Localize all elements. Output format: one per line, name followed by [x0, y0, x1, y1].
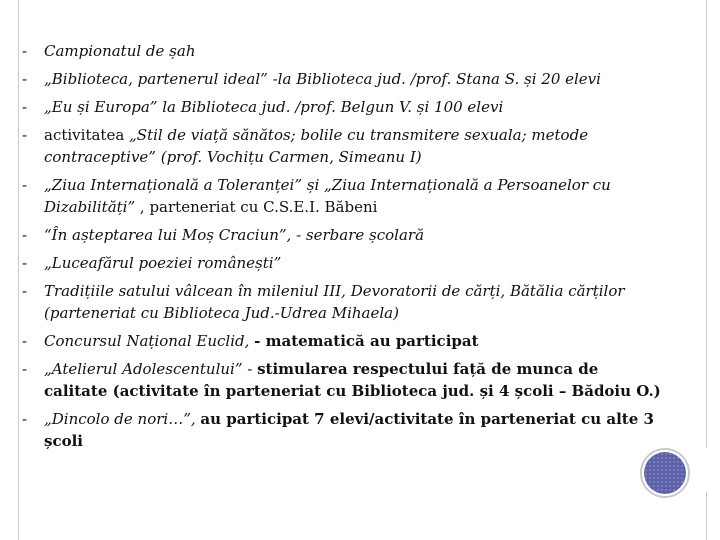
activity-list — [22, 40, 662, 458]
list-item-text — [44, 174, 662, 218]
text-segment: „Stil de viață sănătos; bolile cu transmitere sexuala; metode contraceptive” (prof. Vochițu Carmen, Simeanu I) — [44, 126, 589, 166]
bullet-dash: - — [22, 126, 28, 144]
text-segment: Tradițiile satului vâlcean în mileniul III, Devoratorii de cărți, Bătălia cărților (parteneriat cu Biblioteca Jud.-Udrea Mihaela) — [44, 282, 625, 322]
bullet-dash: - — [22, 332, 28, 350]
text-segment: stimularea respectului față de munca de calitate (activitate în parteneriat cu Biblioteca jud. și 4 școli – Bădoiu O.) — [44, 360, 661, 400]
bullet-dash: - — [22, 254, 28, 272]
bullet-dash: - — [22, 410, 28, 428]
text-segment: - matematică au participat — [254, 332, 479, 350]
bullet-dash: - — [22, 70, 28, 88]
list-item — [22, 224, 662, 246]
text-segment: „Atelierul Adolescentului” - — [44, 360, 258, 378]
list-item-text — [44, 358, 662, 402]
list-item — [22, 174, 662, 218]
list-item — [22, 124, 662, 168]
list-item — [22, 408, 662, 452]
list-item-text — [44, 224, 662, 246]
list-item — [22, 358, 662, 402]
list-item-text — [44, 96, 662, 118]
text-segment: Campionatul de șah — [44, 42, 196, 60]
bullet-dash: - — [22, 98, 28, 116]
bullet-dash: - — [22, 226, 28, 244]
list-item-text — [44, 252, 662, 274]
right-frame-line-top — [706, 0, 707, 448]
list-item-text — [44, 280, 662, 324]
text-segment: „Luceafărul poeziei românești” — [44, 254, 282, 272]
list-item — [22, 330, 662, 352]
list-item — [22, 252, 662, 274]
list-item-text — [44, 408, 662, 452]
text-segment: „Dincolo de nori…”, — [44, 410, 201, 428]
text-segment: „Biblioteca, partenerul ideal” -la Biblioteca jud. /prof. Stana S. și 20 elevi — [44, 70, 601, 88]
list-item — [22, 96, 662, 118]
list-item — [22, 40, 662, 62]
text-segment: Concursul Național Euclid, — [44, 332, 255, 350]
text-segment: , parteneriat cu C.S.E.I. Băbeni — [135, 198, 378, 216]
text-segment: „Ziua Internațională a Toleranței” și „Ziua Internațională a Persoanelor cu Dizabilități” — [44, 176, 611, 216]
left-frame-line — [18, 0, 19, 540]
list-item-text — [44, 330, 662, 352]
right-frame-line-bottom — [706, 492, 707, 540]
list-item-text — [44, 40, 662, 62]
bullet-dash: - — [22, 282, 28, 300]
list-item — [22, 280, 662, 324]
list-item-text — [44, 68, 662, 90]
list-item-text — [44, 124, 662, 168]
text-segment: “În așteptarea lui Moș Craciun”, - serbare școlară — [44, 226, 425, 244]
text-segment: au participat 7 elevi/activitate în parteneriat cu alte 3 școli — [44, 410, 654, 450]
bullet-dash: - — [22, 42, 28, 60]
bullet-dash: - — [22, 360, 28, 378]
text-segment: activitatea — [44, 126, 130, 144]
bullet-dash: - — [22, 176, 28, 194]
text-segment: „Eu și Europa” la Biblioteca jud. /prof. Belgun V. și 100 elevi — [44, 98, 504, 116]
list-item — [22, 68, 662, 90]
decorative-circle — [644, 452, 686, 494]
